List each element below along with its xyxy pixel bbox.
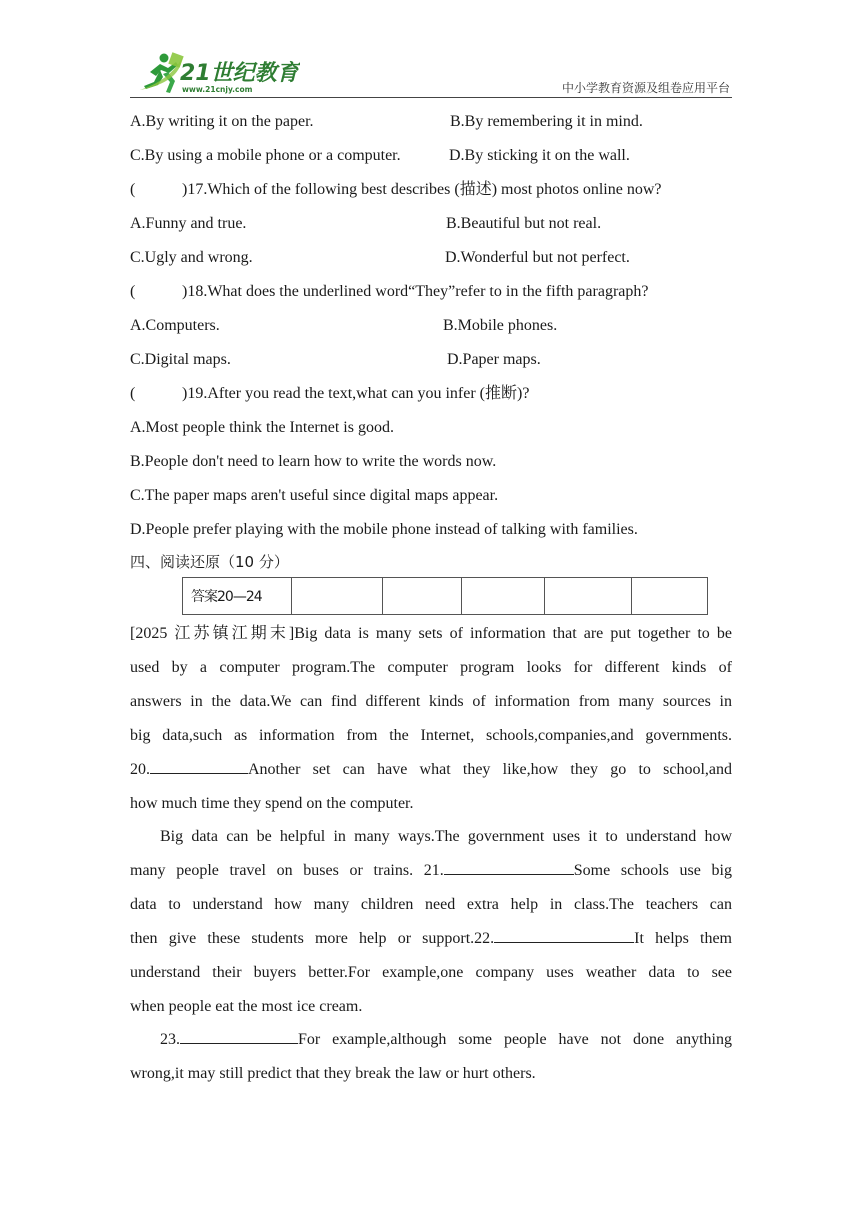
q18-option-c: C.Digital maps. [130, 351, 231, 368]
answer-bracket[interactable]: ( [130, 385, 136, 402]
answer-table-label: 答案20—24 [183, 578, 292, 615]
q19-option-a: A.Most people think the Internet is good. [130, 419, 394, 436]
passage-paragraph-3: 23. For example,although some people have not done anything wrong,it may still predict that they break the law or hurt others. [130, 1023, 732, 1091]
q16-option-c: C.By using a mobile phone or a computer. [130, 147, 401, 164]
q18-option-a: A.Computers. [130, 317, 220, 334]
logo-text: 21世纪教育 [180, 61, 299, 86]
answer-cell-24[interactable] [632, 578, 708, 615]
passage-paragraph-2: Big data can be helpful in many ways.The government uses it to understand how many people travel on buses or trains. 21. Some schools use big data to understand how many children need extra help in class.The teachers can then give these students more help or support.22. It helps them understand their buyers better.For example,one company uses weather data to see when people eat the most ice cream. [130, 828, 733, 1015]
blank-20[interactable] [150, 757, 248, 774]
page-header [130, 48, 732, 98]
q16-option-a: A.By writing it on the paper. [130, 113, 314, 130]
q17-option-d: D.Wonderful but not perfect. [445, 249, 630, 266]
q18-stem: ( )18.What does the underlined word“They”refer to in the fifth paragraph? [130, 283, 649, 300]
answer-bracket[interactable]: ( [130, 283, 136, 300]
section-title: 四、阅读还原（10 分） [130, 553, 289, 571]
answer-cell-23[interactable] [545, 578, 632, 615]
q19-option-d: D.People prefer playing with the mobile phone instead of talking with families. [130, 521, 638, 538]
answer-cell-21[interactable] [383, 578, 462, 615]
blank-23[interactable] [180, 1027, 298, 1044]
q17-stem: ( )17.Which of the following best describes (描述) most photos online now? [130, 181, 662, 198]
q19-stem: ( )19.After you read the text,what can you infer (推断)? [130, 385, 530, 402]
q17-option-c: C.Ugly and wrong. [130, 249, 253, 266]
answer-bracket[interactable]: ( [130, 181, 136, 198]
q19-option-b: B.People don't need to learn how to write the words now. [130, 453, 497, 470]
q16-option-d: D.By sticking it on the wall. [449, 147, 630, 164]
logo-url: www.21cnjy.com [182, 85, 253, 94]
answer-table [182, 577, 708, 615]
q16-option-b: B.By remembering it in mind. [450, 113, 643, 130]
blank-21[interactable] [444, 858, 574, 875]
answer-cell-22[interactable] [462, 578, 545, 615]
passage-paragraph-1: [2025 江苏镇江期末]Big data is many sets of information that are put together to be used by a computer program.The computer program looks for different kinds of answers in the data.We can find different kinds of information from many sources in big data,such as information from the Internet, schools,companies,and governments. 20. Another set can have what they like,how they go to school,and how much time they spend on the computer. [130, 625, 732, 812]
q17-option-a: A.Funny and true. [130, 215, 247, 232]
blank-22[interactable] [494, 926, 634, 943]
q19-option-c: C.The paper maps aren't useful since digital maps appear. [130, 487, 499, 504]
platform-name: 中小学教育资源及组卷应用平台 [561, 81, 730, 95]
q18-option-b: B.Mobile phones. [443, 317, 558, 334]
answer-cell-20[interactable] [292, 578, 383, 615]
q18-option-d: D.Paper maps. [447, 351, 541, 368]
q17-option-b: B.Beautiful but not real. [446, 215, 602, 232]
header-divider [130, 97, 732, 98]
site-logo [130, 50, 300, 96]
